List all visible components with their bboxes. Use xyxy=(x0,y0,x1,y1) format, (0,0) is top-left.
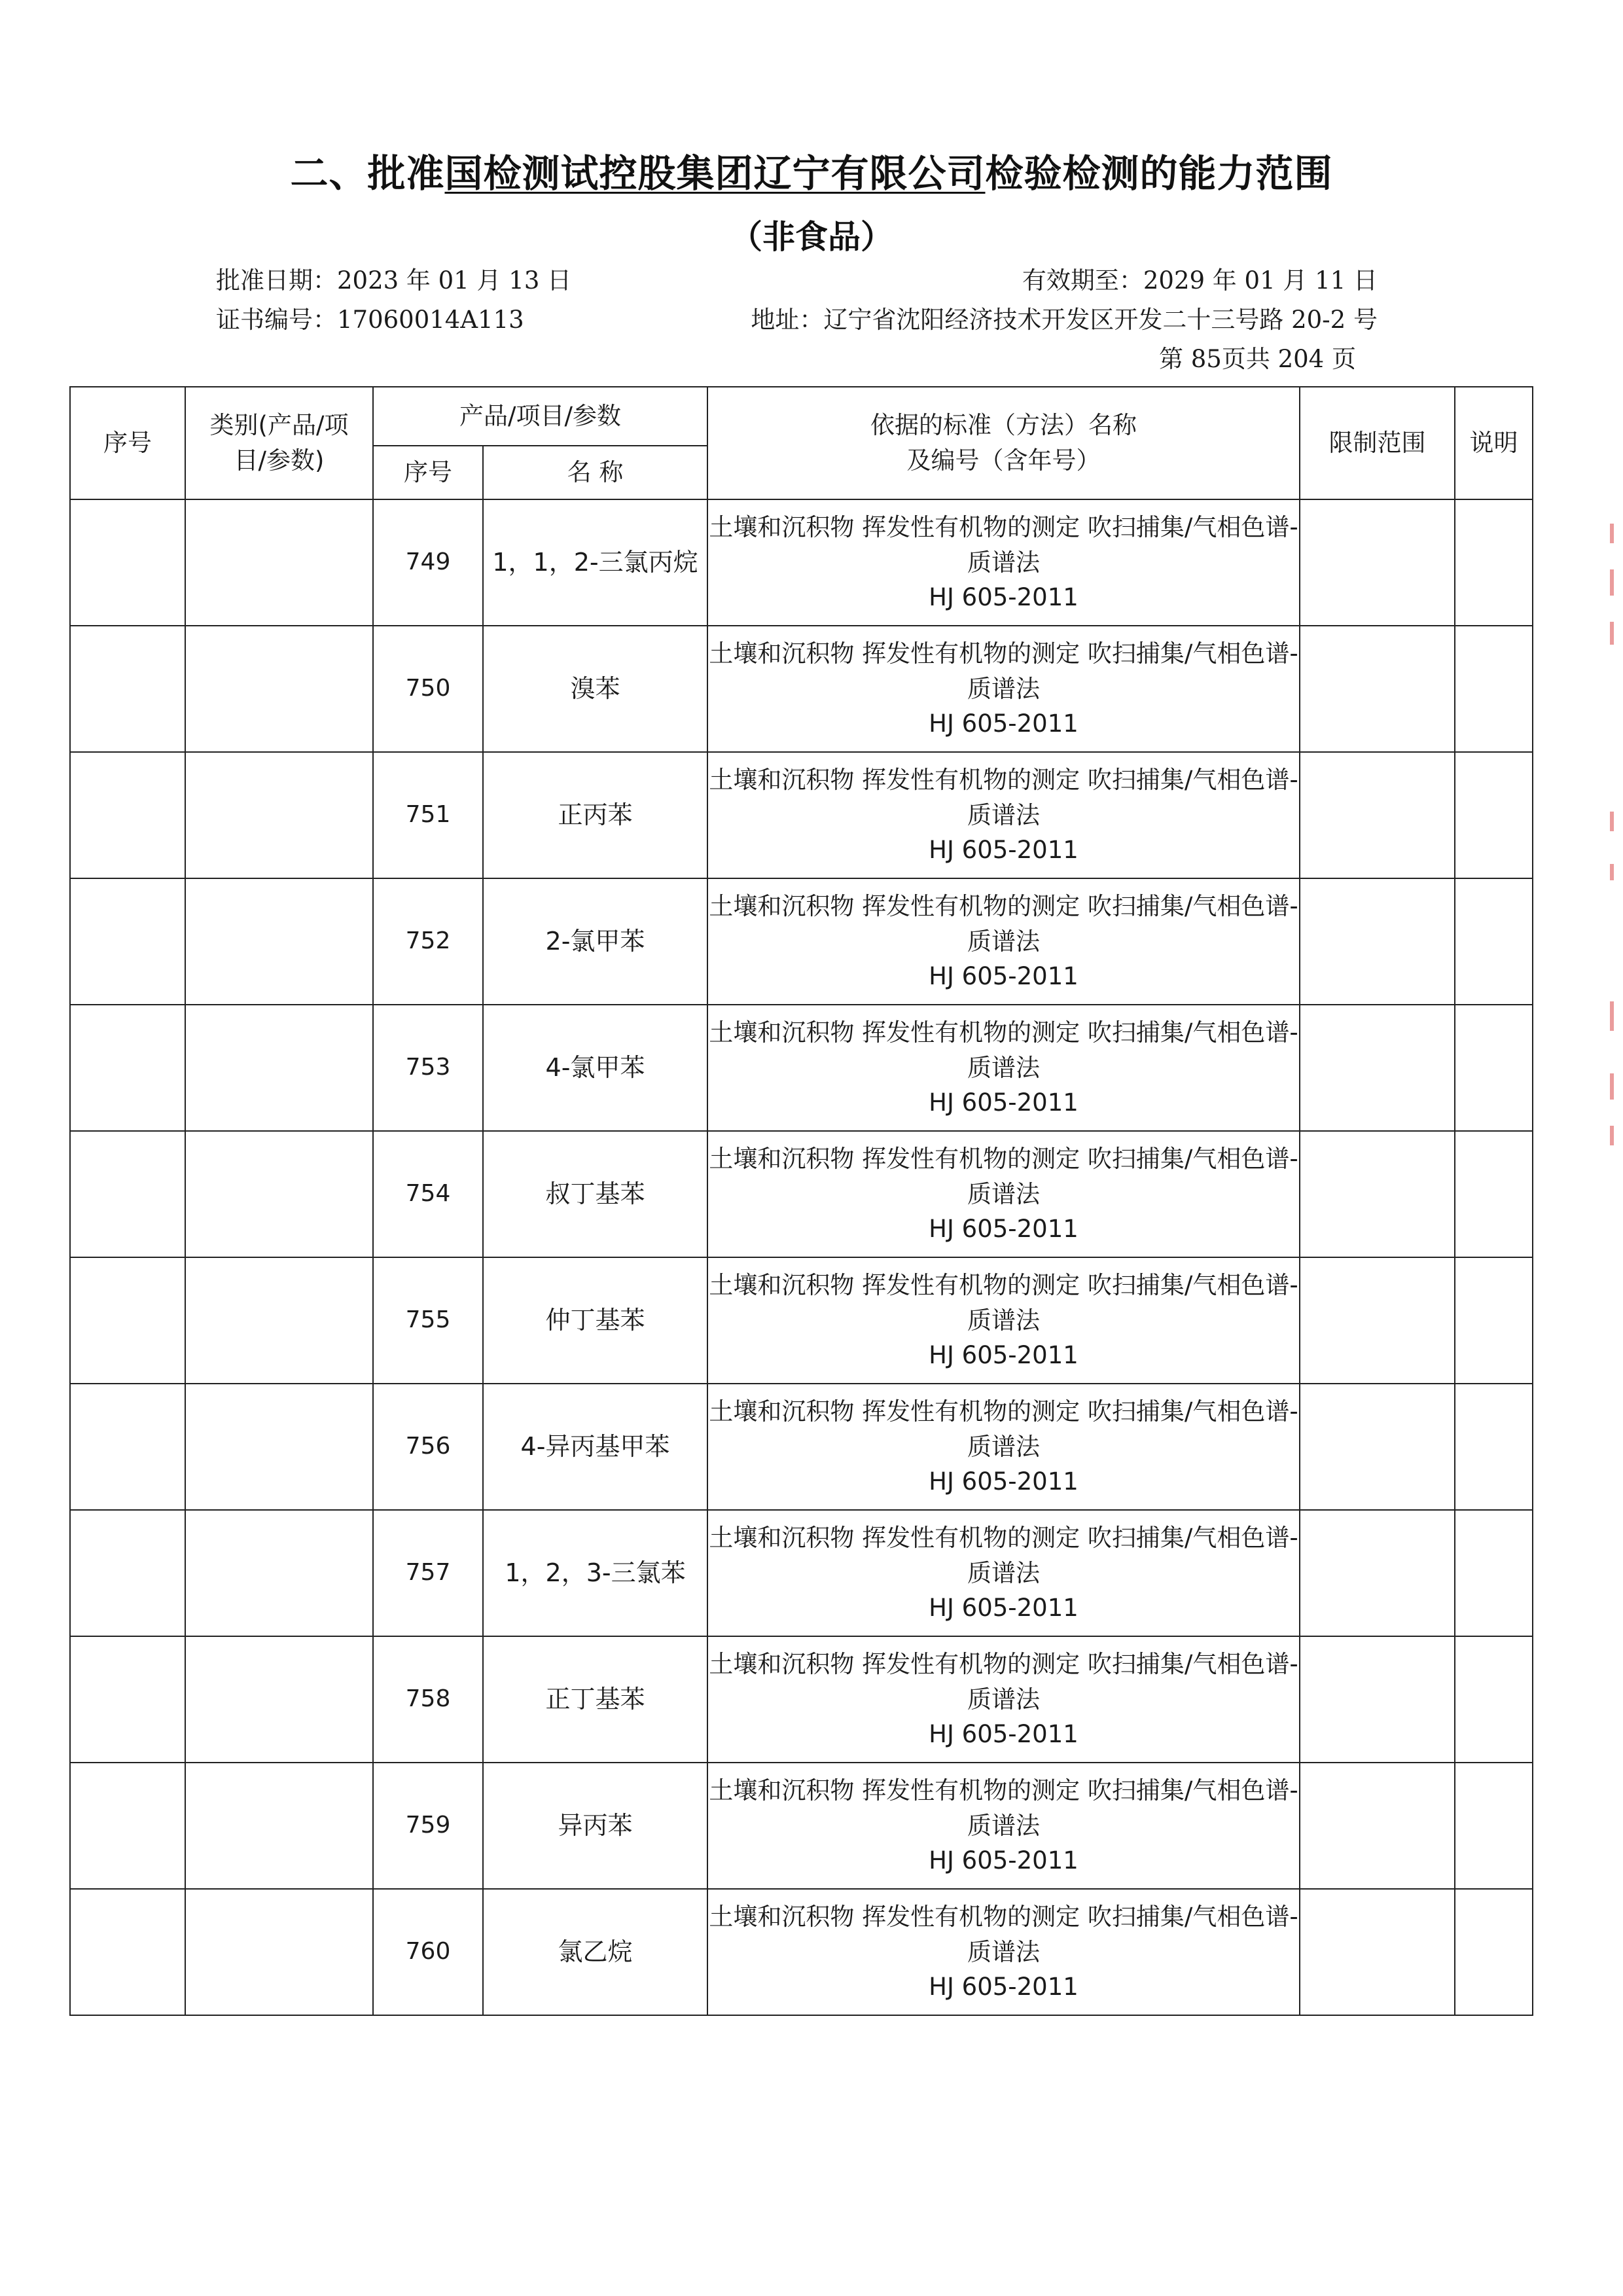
cell-item-seq: 751 xyxy=(373,752,483,878)
cell-item-seq: 750 xyxy=(373,626,483,752)
table-row xyxy=(70,1510,1533,1636)
cell-category xyxy=(185,1384,373,1510)
header-limit: 限制范围 xyxy=(1300,387,1455,499)
cell-category xyxy=(185,1636,373,1763)
method-name: 土壤和沉积物 挥发性有机物的测定 吹扫捕集/气相色谱-质谱法 xyxy=(709,1397,1298,1461)
method-code: HJ 605-2011 xyxy=(929,1215,1079,1244)
cell-note xyxy=(1455,626,1533,752)
cell-seq xyxy=(70,1384,185,1510)
cell-seq xyxy=(70,1763,185,1889)
cell-item-seq: 753 xyxy=(373,1005,483,1131)
table-row xyxy=(70,1763,1533,1889)
cell-seq xyxy=(70,1636,185,1763)
cell-seq xyxy=(70,1005,185,1131)
capability-scope-table xyxy=(69,386,1533,2016)
method-name: 土壤和沉积物 挥发性有机物的测定 吹扫捕集/气相色谱-质谱法 xyxy=(709,1145,1298,1208)
method-name: 土壤和沉积物 挥发性有机物的测定 吹扫捕集/气相色谱-质谱法 xyxy=(709,639,1298,703)
cell-method xyxy=(707,626,1300,752)
approval-date: 批准日期：2023 年 01 月 13 日 xyxy=(216,266,572,295)
cell-item-name: 1，2，3-三氯苯 xyxy=(483,1510,707,1636)
certificate-number: 证书编号：17060014A113 xyxy=(216,306,524,334)
table-row xyxy=(70,499,1533,626)
cell-seq xyxy=(70,1257,185,1384)
method-code: HJ 605-2011 xyxy=(929,1720,1079,1749)
method-code: HJ 605-2011 xyxy=(929,1594,1079,1623)
table-row xyxy=(70,1889,1533,2015)
method-name: 土壤和沉积物 挥发性有机物的测定 吹扫捕集/气相色谱-质谱法 xyxy=(709,766,1298,829)
stamp-edge-mark xyxy=(1610,1126,1614,1145)
table-row xyxy=(70,1131,1533,1257)
cell-method xyxy=(707,1131,1300,1257)
header-product-group: 产品/项目/参数 xyxy=(373,387,707,446)
method-name: 土壤和沉积物 挥发性有机物的测定 吹扫捕集/气相色谱-质谱法 xyxy=(709,1650,1298,1713)
cell-method xyxy=(707,1005,1300,1131)
method-code: HJ 605-2011 xyxy=(929,1088,1079,1117)
cell-item-seq: 759 xyxy=(373,1763,483,1889)
cell-seq xyxy=(70,1889,185,2015)
cell-category xyxy=(185,1763,373,1889)
cell-note xyxy=(1455,499,1533,626)
cell-method xyxy=(707,878,1300,1005)
header-method xyxy=(707,387,1300,499)
cell-item-seq: 755 xyxy=(373,1257,483,1384)
header-method-line2: 及编号（含年号） xyxy=(906,446,1101,475)
cell-note xyxy=(1455,1889,1533,2015)
cell-item-name: 仲丁基苯 xyxy=(483,1257,707,1384)
method-name: 土壤和沉积物 挥发性有机物的测定 吹扫捕集/气相色谱-质谱法 xyxy=(709,1903,1298,1966)
method-name: 土壤和沉积物 挥发性有机物的测定 吹扫捕集/气相色谱-质谱法 xyxy=(709,513,1298,577)
table-row xyxy=(70,752,1533,878)
header-category xyxy=(185,387,373,499)
valid-until: 有效期至：2029 年 01 月 11 日 xyxy=(1022,266,1378,295)
method-code: HJ 605-2011 xyxy=(929,962,1079,991)
cell-note xyxy=(1455,1763,1533,1889)
cell-category xyxy=(185,1257,373,1384)
stamp-edge-mark xyxy=(1610,622,1614,645)
cell-seq xyxy=(70,752,185,878)
cell-limit xyxy=(1300,752,1455,878)
cell-item-name: 叔丁基苯 xyxy=(483,1131,707,1257)
cell-limit xyxy=(1300,499,1455,626)
method-code: HJ 605-2011 xyxy=(929,1846,1079,1875)
cell-item-name: 正丙苯 xyxy=(483,752,707,878)
title-prefix: 二、批准 xyxy=(290,151,445,196)
cell-seq xyxy=(70,626,185,752)
cell-item-seq: 752 xyxy=(373,878,483,1005)
cell-note xyxy=(1455,1384,1533,1510)
stamp-edge-mark xyxy=(1610,1073,1614,1100)
cell-limit xyxy=(1300,1131,1455,1257)
method-name: 土壤和沉积物 挥发性有机物的测定 吹扫捕集/气相色谱-质谱法 xyxy=(709,1776,1298,1840)
cell-seq xyxy=(70,1510,185,1636)
cell-method xyxy=(707,1510,1300,1636)
cell-category xyxy=(185,499,373,626)
cell-method xyxy=(707,1889,1300,2015)
cell-method xyxy=(707,499,1300,626)
method-name: 土壤和沉积物 挥发性有机物的测定 吹扫捕集/气相色谱-质谱法 xyxy=(709,1524,1298,1587)
address: 地址：辽宁省沈阳经济技术开发区开发二十三号路 20-2 号 xyxy=(751,306,1378,334)
cell-note xyxy=(1455,878,1533,1005)
cell-category xyxy=(185,1889,373,2015)
stamp-edge-mark xyxy=(1610,1001,1614,1031)
header-seq: 序号 xyxy=(70,387,185,499)
cell-limit xyxy=(1300,878,1455,1005)
page-subtitle: （非食品） xyxy=(730,218,893,256)
cell-item-seq: 749 xyxy=(373,499,483,626)
cell-item-name: 2-氯甲苯 xyxy=(483,878,707,1005)
cell-method xyxy=(707,1636,1300,1763)
cell-item-name: 4-异丙基甲苯 xyxy=(483,1384,707,1510)
cell-method xyxy=(707,752,1300,878)
header-note: 说明 xyxy=(1455,387,1533,499)
cell-category xyxy=(185,1005,373,1131)
table-row xyxy=(70,626,1533,752)
stamp-edge-mark xyxy=(1610,569,1614,596)
method-name: 土壤和沉积物 挥发性有机物的测定 吹扫捕集/气相色谱-质谱法 xyxy=(709,1018,1298,1082)
cell-item-name: 正丁基苯 xyxy=(483,1636,707,1763)
cell-method xyxy=(707,1257,1300,1384)
page-title xyxy=(0,143,1623,198)
cell-item-seq: 754 xyxy=(373,1131,483,1257)
table-row xyxy=(70,1257,1533,1384)
cell-seq xyxy=(70,1131,185,1257)
cell-item-seq: 756 xyxy=(373,1384,483,1510)
cell-item-seq: 758 xyxy=(373,1636,483,1763)
cell-note xyxy=(1455,1636,1533,1763)
cell-item-seq: 760 xyxy=(373,1889,483,2015)
stamp-edge-mark xyxy=(1610,524,1614,543)
cell-note xyxy=(1455,1257,1533,1384)
cell-seq xyxy=(70,499,185,626)
cell-note xyxy=(1455,1510,1533,1636)
cell-note xyxy=(1455,1131,1533,1257)
page-info: 第 85页共 204 页 xyxy=(1159,345,1356,373)
method-code: HJ 605-2011 xyxy=(929,583,1079,612)
cell-item-seq: 757 xyxy=(373,1510,483,1636)
stamp-edge-mark xyxy=(1610,812,1614,831)
cell-limit xyxy=(1300,1763,1455,1889)
table-row xyxy=(70,1005,1533,1131)
method-code: HJ 605-2011 xyxy=(929,1341,1079,1370)
method-code: HJ 605-2011 xyxy=(929,1973,1079,2001)
title-organization: 国检测试控股集团辽宁有限公司 xyxy=(444,151,986,196)
method-code: HJ 605-2011 xyxy=(929,836,1079,865)
cell-note xyxy=(1455,1005,1533,1131)
cell-category xyxy=(185,1131,373,1257)
cell-item-name: 氯乙烷 xyxy=(483,1889,707,2015)
cell-category xyxy=(185,1510,373,1636)
header-sub-seq: 序号 xyxy=(373,446,483,499)
cell-limit xyxy=(1300,1005,1455,1131)
cell-limit xyxy=(1300,1510,1455,1636)
title-suffix: 检验检测的能力范围 xyxy=(985,151,1333,196)
cell-limit xyxy=(1300,1257,1455,1384)
cell-method xyxy=(707,1384,1300,1510)
table-row xyxy=(70,878,1533,1005)
table-row xyxy=(70,1636,1533,1763)
cell-category xyxy=(185,878,373,1005)
cell-item-name: 溴苯 xyxy=(483,626,707,752)
cell-category xyxy=(185,626,373,752)
method-name: 土壤和沉积物 挥发性有机物的测定 吹扫捕集/气相色谱-质谱法 xyxy=(709,892,1298,956)
header-category-label: 类别(产品/项目/参数) xyxy=(209,411,349,475)
cell-category xyxy=(185,752,373,878)
cell-seq xyxy=(70,878,185,1005)
method-code: HJ 605-2011 xyxy=(929,1467,1079,1496)
cell-limit xyxy=(1300,1384,1455,1510)
cell-limit xyxy=(1300,1636,1455,1763)
method-code: HJ 605-2011 xyxy=(929,709,1079,738)
cell-item-name: 异丙苯 xyxy=(483,1763,707,1889)
method-name: 土壤和沉积物 挥发性有机物的测定 吹扫捕集/气相色谱-质谱法 xyxy=(709,1271,1298,1335)
header-sub-name: 名 称 xyxy=(483,446,707,499)
cell-limit xyxy=(1300,1889,1455,2015)
header-method-line1: 依据的标准（方法）名称 xyxy=(870,411,1137,440)
table-row xyxy=(70,1384,1533,1510)
cell-item-name: 1，1，2-三氯丙烷 xyxy=(483,499,707,626)
cell-limit xyxy=(1300,626,1455,752)
cell-note xyxy=(1455,752,1533,878)
cell-method xyxy=(707,1763,1300,1889)
cell-item-name: 4-氯甲苯 xyxy=(483,1005,707,1131)
stamp-edge-mark xyxy=(1610,864,1614,880)
